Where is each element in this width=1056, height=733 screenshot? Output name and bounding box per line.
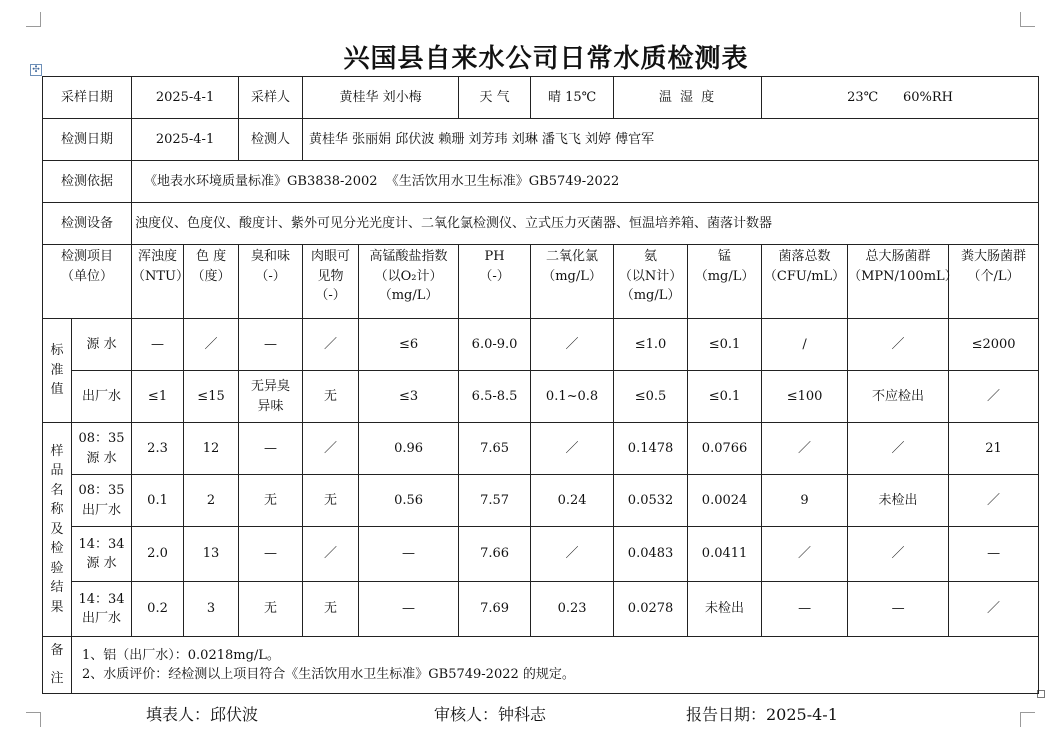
standard-type-label: 出厂水 [72,371,132,423]
table-cell: 0.0766 [688,423,762,475]
col-header-visible: 肉眼可 见物 （-） [303,245,359,319]
table-cell: ≤0.1 [688,371,762,423]
sampling-row [43,77,1039,119]
col-header-ph: PH （-） [459,245,531,319]
humidity: 60%RH [902,89,954,105]
col-header-fecal-coliform: 粪大肠菌群 （个/L） [949,245,1039,319]
table-cell: ≤6 [359,319,459,371]
table-cell: 0.1~0.8 [531,371,614,423]
table-cell: ≤1.0 [614,319,688,371]
tester-label: 检测人 [239,119,303,161]
table-cell: ／ [303,527,359,582]
col-header-color: 色 度 （度） [184,245,239,319]
table-cell: 0.1 [132,475,184,527]
table-cell: 3 [184,582,239,637]
result-row [43,423,1039,475]
table-cell: 9 [762,475,848,527]
table-cell: ≤0.5 [614,371,688,423]
table-cell: — [239,527,303,582]
basis-row [43,161,1039,203]
col-header-permanganate: 高锰酸盐指数 （以O₂计） （mg/L） [359,245,459,319]
report-date: 报告日期：2025-4-1 [686,705,838,724]
page-corner-mark [26,712,41,727]
equipment-label: 检测设备 [43,203,132,245]
col-header-manganese: 锰 （mg/L） [688,245,762,319]
standard-label: 标 准 值 [43,319,72,423]
temp-humidity [762,77,1039,119]
reviewer: 审核人：钟科志 [434,705,547,724]
notes-row [43,637,1039,694]
notes-text [72,637,1039,694]
table-cell: 无 [239,582,303,637]
table-cell: ／ [531,319,614,371]
table-cell: ／ [848,423,949,475]
samplers: 黄桂华 刘小梅 [303,77,459,119]
table-cell: 0.96 [359,423,459,475]
item-header: 检测项目 （单位） [43,245,132,319]
page-corner-mark [1020,712,1035,727]
table-cell: ／ [184,319,239,371]
result-row [43,475,1039,527]
sample-label: 08：35 源 水 [72,423,132,475]
table-cell: 6.5-8.5 [459,371,531,423]
table-move-handle-icon[interactable]: ✣ [30,64,42,76]
standard-row-raw [43,319,1039,371]
table-cell: ≤15 [184,371,239,423]
table-cell: ≤0.1 [688,319,762,371]
table-cell: 12 [184,423,239,475]
temperature: 23℃ [847,89,879,105]
results-label: 样 品 名 称 及 检 验 结 果 [43,423,72,637]
table-cell: / [762,319,848,371]
page-corner-mark [26,12,41,27]
col-header-chlorine-dioxide: 二氧化氯 （mg/L） [531,245,614,319]
table-cell: — [848,582,949,637]
table-cell: ／ [848,527,949,582]
table-cell: — [239,423,303,475]
table-cell: 0.1478 [614,423,688,475]
testing-date-label: 检测日期 [43,119,132,161]
table-cell: ／ [762,423,848,475]
table-cell: ／ [762,527,848,582]
table-cell: 7.66 [459,527,531,582]
testers: 黄桂华 张丽娟 邱伏波 赖珊 刘芳玮 刘琳 潘飞飞 刘婷 傅官军 [303,119,1039,161]
table-cell: 2 [184,475,239,527]
table-cell: 2.3 [132,423,184,475]
table-cell: 0.0411 [688,527,762,582]
table-cell: 21 [949,423,1039,475]
basis-text: 《地表水环境质量标准》GB3838-2002 《生活饮用水卫生标准》GB5749-2022 [132,161,1039,203]
sample-label: 14：34 源 水 [72,527,132,582]
weather-label: 天 气 [459,77,531,119]
col-header-ammonia: 氨 （以N计） （mg/L） [614,245,688,319]
table-cell: 0.0024 [688,475,762,527]
table-cell: 无 [303,582,359,637]
col-header-odor: 臭和味 （-） [239,245,303,319]
note-line: 2、水质评价：经检测以上项目符合《生活饮用水卫生标准》GB5749-2022 的规定。 [82,667,575,682]
sampler-label: 采样人 [239,77,303,119]
table-cell: 7.65 [459,423,531,475]
filler: 填表人：邱伏波 [146,705,259,724]
table-cell: 未检出 [688,582,762,637]
table-cell: ／ [531,527,614,582]
standard-row-treated [43,371,1039,423]
table-cell: 无 [239,475,303,527]
table-cell: 无 [303,475,359,527]
table-cell: 13 [184,527,239,582]
table-cell: 6.0-9.0 [459,319,531,371]
table-cell: ／ [303,423,359,475]
table-cell: 不应检出 [848,371,949,423]
water-quality-table [42,76,1039,694]
table-cell: ≤2000 [949,319,1039,371]
weather: 晴 15℃ [531,77,614,119]
equipment-text: 浊度仪、色度仪、酸度计、紫外可见分光光度计、二氧化氯检测仪、立式压力灭菌器、恒温培养箱、菌落计数器 [132,203,1039,245]
header-row [43,245,1039,319]
testing-row [43,119,1039,161]
equipment-row [43,203,1039,245]
sample-label: 14：34 出厂水 [72,582,132,637]
table-cell: 7.57 [459,475,531,527]
notes-label: 备 注 [43,637,72,694]
document-title: 兴国县自来水公司日常水质检测表 [343,44,749,74]
table-cell: ／ [949,475,1039,527]
result-row [43,527,1039,582]
table-cell: 0.0483 [614,527,688,582]
table-cell: 2.0 [132,527,184,582]
table-cell: 0.0532 [614,475,688,527]
table-cell: ／ [949,371,1039,423]
table-cell: ≤3 [359,371,459,423]
table-cell: 7.69 [459,582,531,637]
table-cell: 无 [303,371,359,423]
table-cell: — [359,527,459,582]
col-header-total-coliform: 总大肠菌群 （MPN/100mL） [848,245,949,319]
table-cell: ≤100 [762,371,848,423]
table-cell: 0.56 [359,475,459,527]
result-row [43,582,1039,637]
temp-humidity-label: 温 湿 度 [614,77,762,119]
table-cell: ／ [848,319,949,371]
table-cell: 无异臭 异味 [239,371,303,423]
sampling-date: 2025-4-1 [132,77,239,119]
table-cell: — [359,582,459,637]
table-cell: — [239,319,303,371]
table-cell: ／ [531,423,614,475]
table-cell: — [132,319,184,371]
table-cell: ／ [949,582,1039,637]
note-line: 1、铝（出厂水）：0.0218mg/L。 [82,647,280,663]
table-cell: — [949,527,1039,582]
standard-type-label: 源 水 [72,319,132,371]
table-cell: 0.23 [531,582,614,637]
col-header-turbidity: 浑浊度 （NTU） [132,245,184,319]
table-cell: 0.2 [132,582,184,637]
table-cell: ／ [303,319,359,371]
testing-date: 2025-4-1 [132,119,239,161]
sample-label: 08：35 出厂水 [72,475,132,527]
page-corner-mark [1020,12,1035,27]
table-cell: 0.0278 [614,582,688,637]
sampling-date-label: 采样日期 [43,77,132,119]
table-cell: 0.24 [531,475,614,527]
table-cell: ≤1 [132,371,184,423]
basis-label: 检测依据 [43,161,132,203]
col-header-colony-count: 菌落总数 （CFU/mL） [762,245,848,319]
table-cell: 未检出 [848,475,949,527]
table-cell: — [762,582,848,637]
